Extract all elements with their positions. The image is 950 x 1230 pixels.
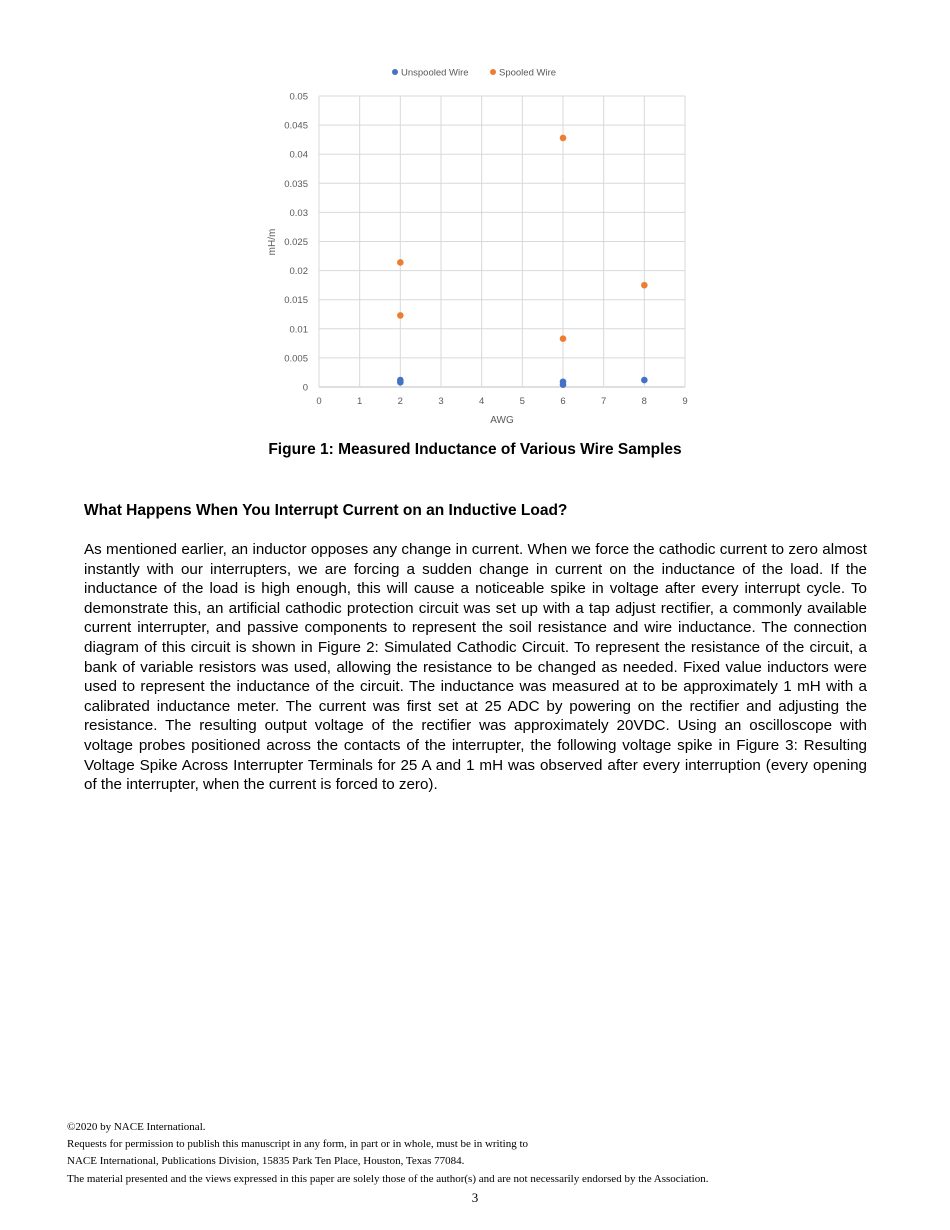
legend-label: Unspooled Wire	[401, 67, 469, 79]
chart-svg	[255, 60, 705, 432]
inductance-scatter-chart	[255, 60, 705, 432]
page-number: 3	[471, 1190, 479, 1205]
chart-legend	[392, 68, 556, 79]
x-tick-label: 7	[601, 396, 607, 407]
chart-grid	[319, 96, 685, 387]
data-point	[641, 282, 648, 289]
x-tick-label: 6	[560, 396, 566, 407]
x-tick-label: 2	[397, 396, 403, 407]
x-tick-label: 1	[357, 396, 363, 407]
y-tick-label: 0.01	[289, 324, 308, 336]
x-tick-label: 4	[479, 396, 485, 407]
x-axis-label: AWG	[490, 415, 514, 426]
y-tick-label: 0.035	[284, 178, 308, 190]
x-tick-label: 8	[641, 396, 647, 407]
x-tick-label: 9	[682, 396, 688, 407]
footer-permission-line2: NACE International, Publications Division, 15835 Park Ten Place, Houston, Texas 77084.	[67, 1155, 465, 1168]
y-axis-label: mH/m	[267, 228, 278, 256]
data-point	[560, 335, 567, 342]
data-point	[397, 379, 404, 386]
figure-caption: Figure 1: Measured Inductance of Various Wire Samples	[268, 441, 682, 458]
data-point	[397, 259, 404, 266]
y-tick-label: 0.04	[289, 149, 308, 161]
y-tick-label: 0	[302, 382, 308, 394]
x-tick-label: 5	[519, 396, 525, 407]
data-point	[641, 377, 648, 384]
footer-copyright: ©2020 by NACE International.	[67, 1121, 206, 1133]
footer-permission-line1: Requests for permission to publish this manuscript in any form, in part or in whole, must be in writing to	[67, 1138, 529, 1151]
data-point	[560, 381, 567, 388]
legend-marker	[392, 69, 398, 75]
data-point	[397, 312, 404, 319]
chart-axes	[284, 92, 687, 408]
legend-marker	[490, 69, 496, 75]
legend-label: Spooled Wire	[499, 67, 557, 79]
data-point	[560, 135, 567, 142]
y-tick-label: 0.05	[289, 91, 308, 103]
footer	[67, 1119, 708, 1188]
body-paragraph: As mentioned earlier, an inductor opposes any change in current. When we force the cathodic current to zero almost instantly with our interrupters, we are forcing a sudden change in current on the inductance of the load. If the inductance of the load is high enough, this will cause a noticeable spike in voltage after every interrupt cycle. To demonstrate this, an artificial cathodic protection circuit was set up with a tap adjust rectifier, a commonly available current interrupter, and passive components to represent the soil resistance and wire inductance. The connection diagram of this circuit is shown in Figure 2: Simulated Cathodic Circuit. To represent the resistance of the circuit, a bank of variable resistors was used, allowing the resistance to be changed as needed. Fixed value inductors were used to represent the inductance of the circuit. The inductance was measured at to be approximately 1 mH with a calibrated inductance meter. The current was first set at 25 ADC by powering on the rectifier and adjusting the resistance. The resulting output voltage of the rectifier was approximately 20VDC. Using an oscilloscope with voltage probes positioned across the contacts of the interrupter, the following voltage spike in Figure 3: Resulting Voltage Spike Across Interrupter Terminals for 25 A and 1 mH was observed after every interruption (every opening of the interrupter, when the current is forced to zero).	[84, 541, 867, 794]
y-tick-label: 0.025	[284, 237, 308, 248]
y-tick-label: 0.02	[289, 266, 308, 278]
x-tick-label: 0	[316, 396, 322, 407]
y-tick-label: 0.005	[284, 353, 308, 365]
section-heading: What Happens When You Interrupt Current on an Inductive Load?	[84, 502, 568, 519]
y-tick-label: 0.045	[284, 120, 308, 132]
footer-disclaimer: The material presented and the views expressed in this paper are solely those of the author(s) and are not necessarily endorsed by the Association.	[67, 1172, 709, 1185]
y-tick-label: 0.015	[284, 295, 308, 307]
x-tick-label: 3	[438, 396, 444, 407]
y-tick-label: 0.03	[289, 207, 308, 219]
